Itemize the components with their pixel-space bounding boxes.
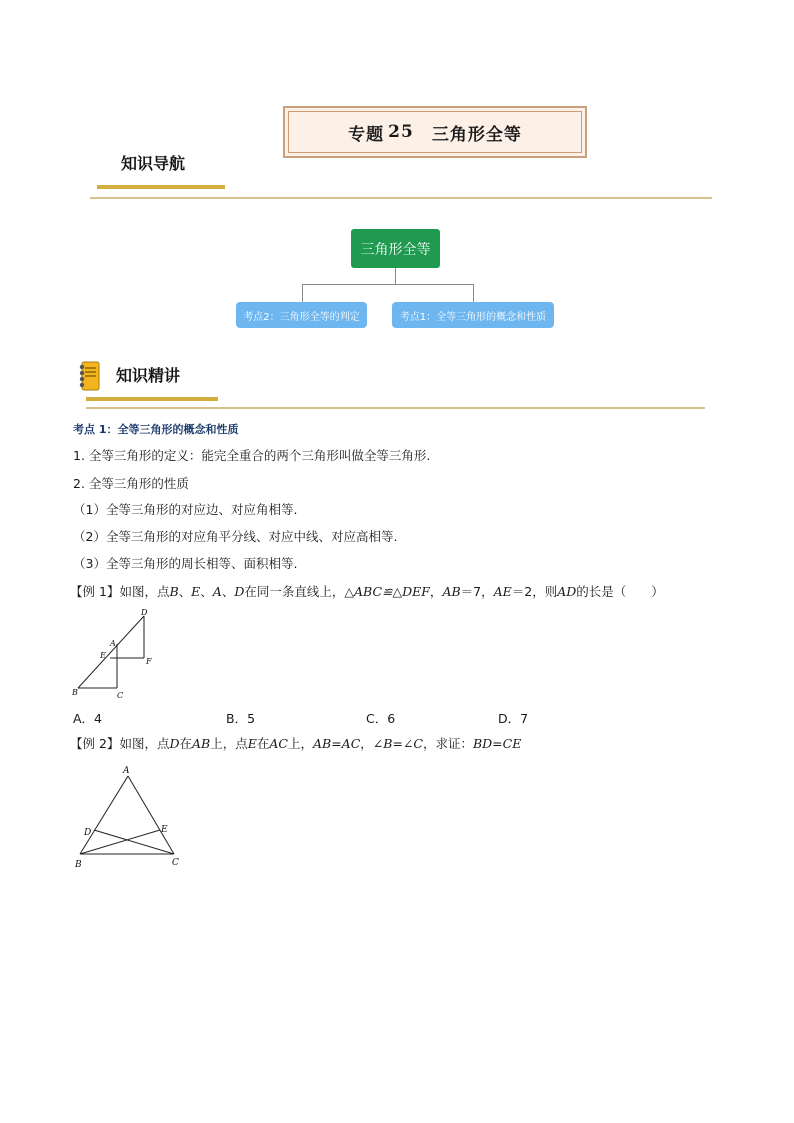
line-BD <box>78 616 144 688</box>
mindmap-child-concept: 考点1：全等三角形的概念和性质 <box>392 302 554 328</box>
example1-option-d: D．7 <box>498 711 529 726</box>
label-A: A <box>123 766 130 776</box>
kaodian-label: 考点 1：全等三角形的概念和性质 <box>73 423 239 436</box>
label-C: C <box>117 691 124 700</box>
nav-heading-underline <box>97 185 225 189</box>
mindmap-connector-bar <box>302 284 474 285</box>
example2-figure <box>70 762 190 872</box>
notebook-icon <box>78 361 100 391</box>
property-2: （2）全等三角形的对应角平分线、对应中线、对应高相等. <box>73 529 398 544</box>
nav-divider <box>90 197 712 199</box>
label-E: E <box>100 651 106 660</box>
example1-option-a: A．4 <box>73 711 103 726</box>
definition-text: 1. 全等三角形的定义：能完全重合的两个三角形叫做全等三角形. <box>73 448 431 463</box>
label-D: D <box>84 828 92 838</box>
label-F: F <box>146 657 152 666</box>
label-E: E <box>161 825 168 835</box>
property-1: （1）全等三角形的对应边、对应角相等. <box>73 502 298 517</box>
lecture-heading-underline <box>86 397 218 401</box>
label-B: B <box>75 860 82 870</box>
mindmap-connector-trunk <box>395 268 396 285</box>
example1-figure <box>70 606 160 702</box>
mindmap-root: 三角形全等 <box>351 229 440 268</box>
example1-option-c: C．6 <box>366 711 396 726</box>
example2-tag: 【例 2】 <box>70 736 120 751</box>
property-heading: 2. 全等三角形的性质 <box>73 476 189 491</box>
mindmap-child-judgement: 考点2：三角形全等的判定 <box>236 302 367 328</box>
mindmap-connector-left <box>302 284 303 302</box>
mindmap-connector-right <box>473 284 474 302</box>
example2-question: 【例 2】如图，点D在AB上，点E在AC上，AB=AC，∠B=∠C，求证：BD=CE <box>70 736 522 751</box>
line-AB <box>80 776 128 854</box>
label-A: A <box>110 639 116 648</box>
lecture-divider <box>86 407 705 409</box>
title-prefix: 专题 <box>348 124 385 145</box>
property-3: （3）全等三角形的周长相等、面积相等. <box>73 556 298 571</box>
lecture-heading: 知识精讲 <box>116 366 181 385</box>
example1-question: 【例 1】如图，点B、E、A、D在同一条直线上，△ABC≌△DEF，AB＝7，AE＝2，则AD的长是（ ） <box>70 584 664 599</box>
label-C: C <box>172 858 179 868</box>
title-text: 三角形全等 <box>431 124 522 145</box>
label-B: B <box>72 688 78 697</box>
label-D: D <box>141 608 148 617</box>
title-number: 25 <box>388 122 414 142</box>
example1-option-b: B．5 <box>226 711 256 726</box>
nav-heading: 知识导航 <box>121 154 186 173</box>
title-box <box>283 106 587 158</box>
example1-tag: 【例 1】 <box>70 584 120 599</box>
page-title <box>288 111 582 153</box>
